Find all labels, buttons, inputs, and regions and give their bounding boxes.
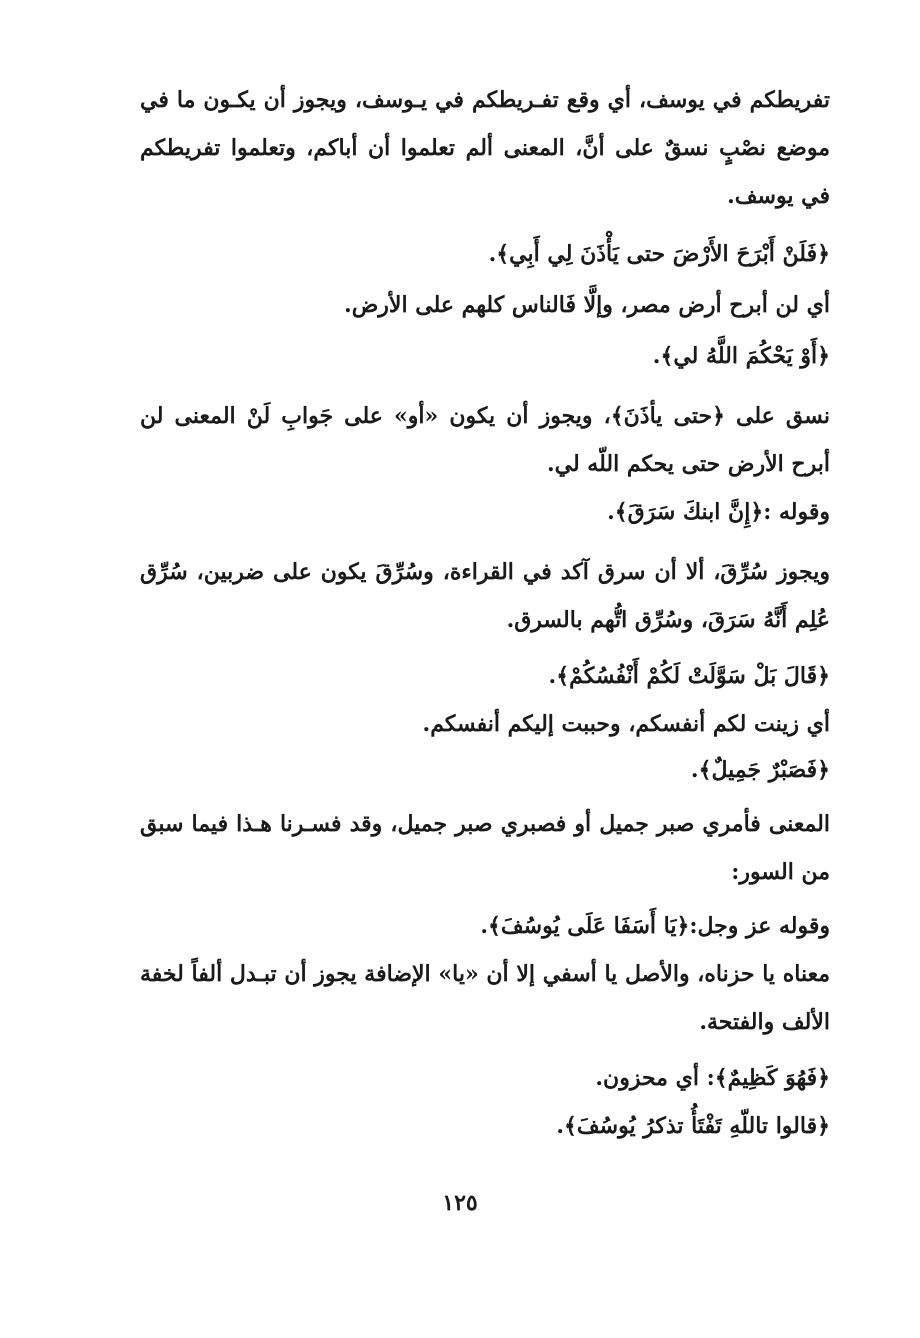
quran-verse-7: ﴿فَهُوَ كَظِيمٌ﴾: أي محزون.	[595, 1065, 830, 1091]
paragraph-2: أي لن أبرح أرض مصر، وإلَّا فَالناس كلهم على الأرض.	[344, 292, 830, 318]
paragraph-6: المعنى فأمري صبر جميل أو فصبري صبر جميل، وقد فسـرنا هـذا فيما سبق من السور:	[140, 811, 830, 885]
quran-verse-3: وقوله :﴿إِنَّ ابنكَ سَرَقَ﴾.	[607, 499, 830, 525]
paragraph-3: نسق على ﴿حتى يأذَنَ﴾، ويجوز أن يكون «أو» على جَوابِ لَنْ المعنى لن أبرح الأرض حتى يحكم اللّه لي.	[140, 403, 830, 477]
paragraph-1: تفريطكم في يوسف، أي وقع تفـريطكم في يـوسف، ويجوز أن يكـون ما في موضع نصْبٍ نسقٌ على أنَّ، المعنى ألم تعلموا أن أباكم، وتعلموا تفريطكم في يوسف.	[140, 87, 830, 209]
paragraph-5: أي زينت لكم أنفسكم، وحببت إليكم أنفسكم.	[422, 711, 830, 737]
paragraph-4: ويجوز سُرِّقَ، ألا أن سرق آكد في القراءة، وسُرِّقَ يكون على ضربين، سُرِّق عُلِم أَنَّهُ سَرَقَ، وسُرِّق اتُّهم بالسرق.	[140, 559, 830, 633]
quran-verse-1: ﴿فَلَنْ أَبْرَحَ الأَرْضَ حتى يَأْذَنَ لِي أَبِي﴾.	[488, 241, 830, 267]
page-number: ١٢٥	[442, 1190, 478, 1216]
quran-verse-5: ﴿فَصَبْرٌ جَمِيلٌ﴾.	[690, 757, 830, 783]
quran-verse-4: ﴿قَالَ بَلْ سَوَّلَتْ لَكُمْ أَنْفُسُكُمْ﴾.	[548, 663, 830, 689]
quran-verse-8: ﴿قالوا تاللّهِ تَفْتَأُ تذكرُ يُوسُفَ﴾.	[556, 1113, 830, 1139]
quran-verse-2: ﴿أَوْ يَحْكُمَ اللَّهُ لي﴾.	[652, 343, 830, 369]
quran-verse-6: وقوله عز وجل:﴿يَا أَسَفَا عَلَى يُوسُفَ﴾.	[480, 913, 830, 939]
paragraph-7: معناه يا حزناه، والأصل يا أسفي إلا أن «يا» الإضافة يجوز أن تبـدل ألفاً لخفة الألف والفتحة.	[140, 961, 830, 1035]
